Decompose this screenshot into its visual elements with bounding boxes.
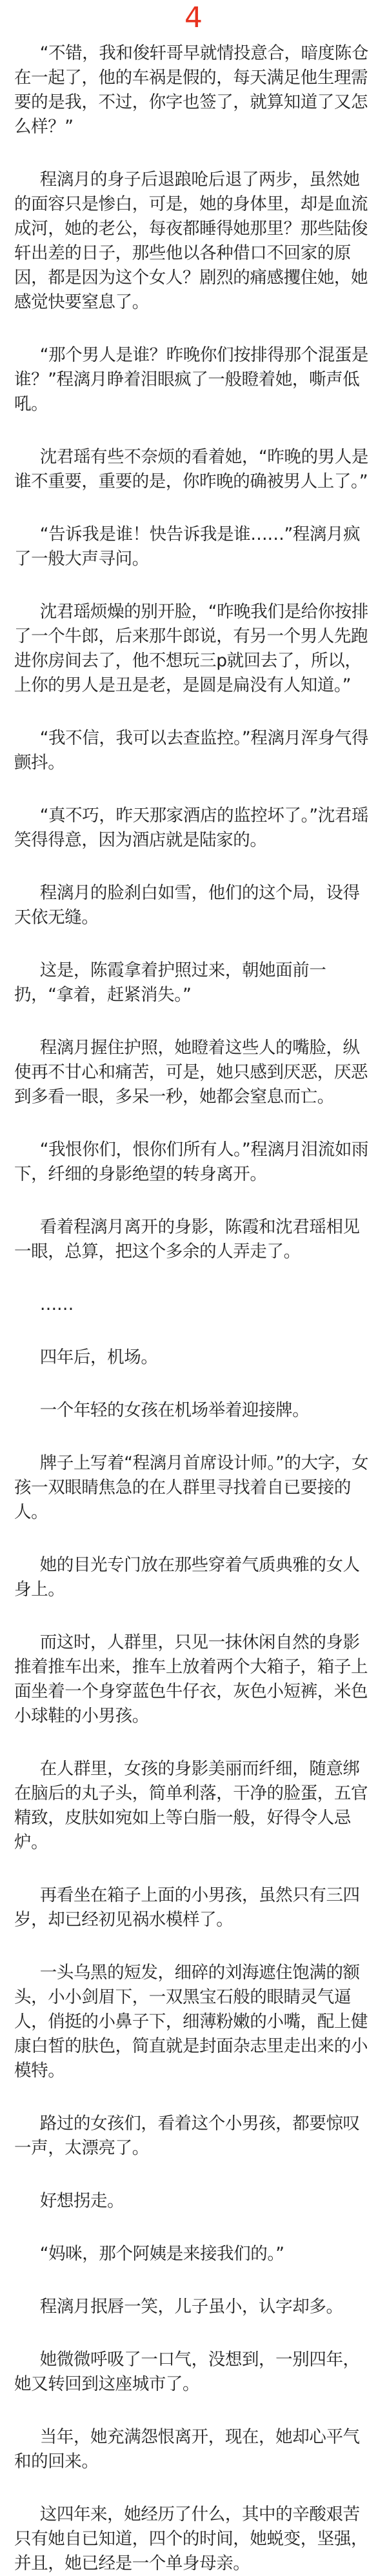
article-paragraph: 这四年来，她经历了什么，其中的辛酸艰苦只有她自已知道，四个的时间，她蜕变，坚强，并且，她已经是一个单身母亲。 bbox=[14, 2504, 368, 2573]
article-paragraph: 好想拐走。 bbox=[39, 2191, 124, 2211]
article-paragraph: “我恨你们，恨你们所有人。”程漓月泪流如雨下，纤细的身影绝望的转身离开。 bbox=[14, 1140, 369, 1184]
article-paragraph: 她微微呼吸了一口气，没想到，一别四年，她又转回到这座城市了。 bbox=[14, 2350, 360, 2394]
article-paragraph: 而这时，人群里，只见一抹休闲自然的身影推着推车出来，推车上放着两个大箱子，箱子上面坐着一个身穿蓝色牛仔衣，灰色小短裤，米色小球鞋的小男孩。 bbox=[14, 1632, 368, 1726]
article-paragraph: 看着程漓月离开的身影，陈霞和沈君瑶相见一眼，总算，把这个多余的人弄走了。 bbox=[14, 1217, 360, 1262]
article-paragraph: “那个男人是谁？昨晚你们按排得那个混蛋是谁？”程漓月睁着泪眼疯了一般瞪着她，嘶声低吼。 bbox=[14, 345, 368, 414]
article-paragraph: 这是，陈霞拿着护照过来，朝她面前一扔，“拿着，赶紧消失。” bbox=[14, 960, 326, 1005]
article-paragraph: 沈君瑶烦燥的别开脸，“昨晚我们是给你按排了一个牛郎，后来那牛郎说，有另一个男人先跑进你房间去了，他不想玩三p就回去了，所以，上你的男人是丑是老，是圆是扁没有人知道。” bbox=[14, 602, 368, 695]
article-paragraph: “我不信，我可以去查监控。”程漓月浑身气得颤抖。 bbox=[14, 728, 369, 773]
article-paragraph: “告诉我是谁！快告诉我是谁……”程漓月疯了一般大声寻问。 bbox=[14, 524, 361, 569]
article-paragraph: 在人群里，女孩的身影美丽而纤细，随意绑在脑后的丸子头，简单利落，干净的脸蛋，五官精致，皮肤如宛如上等白脂一般，好得令人忌炉。 bbox=[14, 1759, 368, 1852]
article-body bbox=[14, 41, 373, 2576]
article-paragraph: 她的目光专门放在那些穿着气质典雅的女人身上。 bbox=[14, 1555, 360, 1600]
article-paragraph: 当年，她充满怨恨离开，现在，她却心平气和的回来。 bbox=[14, 2427, 360, 2472]
article-paragraph: 沈君瑶有些不奈烦的看着她，“昨晚的男人是谁不重要，重要的是，你昨晚的确被男人上了。” bbox=[14, 447, 368, 491]
article-paragraph: 再看坐在箱子上面的小男孩，虽然只有三四岁，却已经初见祸水模样了。 bbox=[14, 1885, 360, 1930]
article-paragraph: “不错，我和俊轩哥早就情投意合，暗度陈仓在一起了，他的车祸是假的，每天满足他生理需要的是我，不过，你字也签了，就算知道了又怎么样？” bbox=[14, 43, 368, 137]
article-paragraph: 四年后，机场。 bbox=[39, 1347, 158, 1367]
article-paragraph: “真不巧，昨天那家酒店的监控坏了。”沈君瑶笑得得意，因为酒店就是陆家的。 bbox=[14, 806, 369, 850]
article-paragraph: 程漓月抿唇一笑，儿子虽小，认字却多。 bbox=[39, 2297, 343, 2317]
article-paragraph: 程漓月的脸刹白如雪，他们的这个局，设得天依无缝。 bbox=[14, 883, 360, 927]
article-paragraph: …… bbox=[39, 1294, 74, 1314]
article-paragraph: 牌子上写着“程漓月首席设计师。”的大字，女孩一双眼睛焦急的在人群里寻找着自已要接的人。 bbox=[14, 1453, 369, 1522]
article-paragraph: 程漓月握住护照，她瞪着这些人的嘴脸，纵使再不甘心和痛苦，可是，她只感到厌恶，厌恶到多看一眼，多呆一秒，她都会窒息而亡。 bbox=[14, 1038, 368, 1107]
article-paragraph: “妈咪，那个阿姨是来接我们的。” bbox=[39, 2244, 284, 2264]
chapter-number: 4 bbox=[184, 1, 203, 34]
article-paragraph: 一头乌黑的短发，细碎的刘海遮住饱满的额头，小小剑眉下，一双黑宝石般的眼睛灵气逼人，俏挺的小鼻子下，细薄粉嫩的小嘴，配上健康白皙的肤色，简直就是封面杂志里走出来的小模特。 bbox=[14, 1963, 368, 2081]
article-paragraph: 程漓月的身子后退踉呛后退了两步，虽然她的面容只是惨白，可是，她的身体里，却是血流成河，她的老公，每夜都睡得她那里？那些陆俊轩出差的日子，那些他以各种借口不回家的原因，都是因为这个女人？剧烈的痛感攫住她，她感觉快要窒息了。 bbox=[14, 170, 368, 312]
article-paragraph: 一个年轻的女孩在机场举着迎接牌。 bbox=[39, 1400, 310, 1420]
article-paragraph: 路过的女孩们，看着这个小男孩，都要惊叹一声，太漂亮了。 bbox=[14, 2114, 360, 2158]
